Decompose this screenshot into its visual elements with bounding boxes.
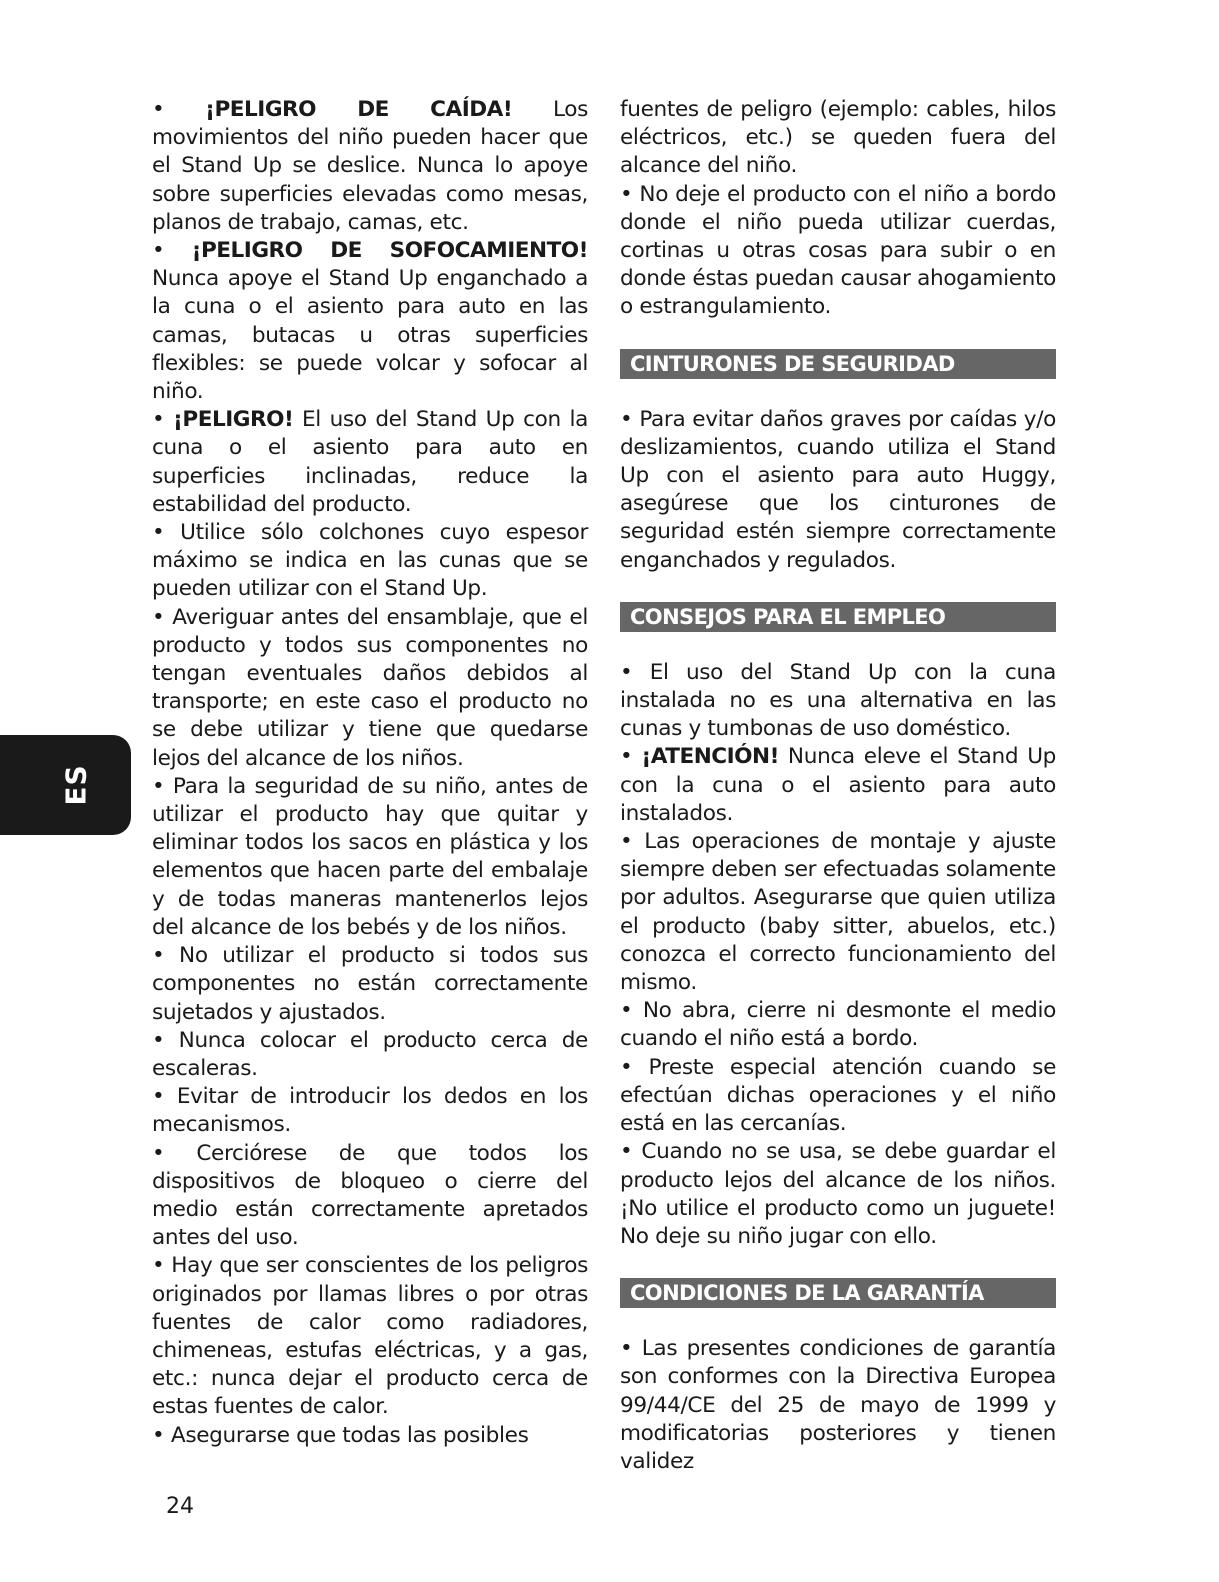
list-item: • ¡PELIGRO! El uso del Stand Up con la cuna o el asiento para auto en superficies inclinadas, reduce la estabilidad del producto. bbox=[152, 407, 588, 517]
list-item: • Preste especial atención cuando se efectúan dichas operaciones y el niño está en las cercanías. bbox=[620, 1054, 1056, 1137]
list-item: • Cerciórese de que todos los dispositivos de bloqueo o cierre del medio están correctamente apretados antes del uso. bbox=[152, 1140, 588, 1251]
list-item: • Las presentes condiciones de garantía son conformes con la Directiva Europea 99/44/CE del 25 de mayo de 1999 y modificatorias posteriores y tienen validez bbox=[620, 1336, 1056, 1474]
language-tab bbox=[0, 735, 131, 835]
list-item: • No deje el producto con el niño a bordo donde el niño pueda utilizar cuerdas, cortinas u otras cosas para subir o en donde éstas puedan causar ahogamiento o estrangulamiento. bbox=[620, 181, 1056, 320]
section-heading-warranty: CONDICIONES DE LA GARANTÍA bbox=[620, 1278, 1056, 1308]
left-column bbox=[152, 96, 588, 1450]
page-number: 24 bbox=[166, 1494, 194, 1519]
list-item: • Para la seguridad de su niño, antes de utilizar el producto hay que quitar y eliminar todos los sacos en plástica y los elementos que hacen parte del embalaje y de todas maneras mantenerlos lejos del alcance de los bebés y de los niños. bbox=[152, 773, 588, 940]
list-item-continued: fuentes de peligro (ejemplo: cables, hilos eléctricos, etc.) se queden fuera del alcance del niño. bbox=[620, 97, 1056, 179]
section-heading-usage-tips: CONSEJOS PARA EL EMPLEO bbox=[620, 602, 1056, 632]
right-column bbox=[620, 96, 1056, 1476]
list-item: • Cuando no se usa, se debe guardar el producto lejos del alcance de los niños. ¡No utilice el producto como un juguete! No deje su niño jugar con ello. bbox=[620, 1139, 1056, 1249]
list-item: • Utilice sólo colchones cuyo espesor máximo se indica en las cunas que se pueden utilizar con el Stand Up. bbox=[152, 520, 589, 602]
list-item: • ¡ATENCIÓN! Nunca eleve el Stand Up con la cuna o el asiento para auto instalados. bbox=[620, 744, 1057, 826]
list-item: • El uso del Stand Up con la cuna instalada no es una alternativa en las cunas y tumbonas de uso doméstico. bbox=[620, 659, 1056, 742]
list-item: • Asegurarse que todas las posibles bbox=[152, 1422, 529, 1448]
list-item: • ¡PELIGRO DE CAÍDA! Los movimientos del niño pueden hacer que el Stand Up se deslice. Nunca lo apoye sobre superficies elevadas como mesas, planos de trabajo, camas, etc. bbox=[152, 97, 589, 235]
list-item: • Para evitar daños graves por caídas y/o deslizamientos, cuando utiliza el Stand Up con el asiento para auto Huggy, asegúrese que los cinturones de seguridad estén siempre correctamente enganchados y regulados. bbox=[620, 406, 1056, 573]
language-tab-label: ES bbox=[59, 764, 93, 806]
list-item: • No abra, cierre ni desmonte el medio cuando el niño está a bordo. bbox=[620, 998, 1057, 1052]
list-item: • Averiguar antes del ensamblaje, que el producto y todos sus componentes no tengan eventuales daños debidos al transporte; en este caso el producto no se debe utilizar y tiene que quedarse lejos del alcance de los niños. bbox=[152, 604, 588, 771]
list-item: • Hay que ser conscientes de los peligros originados por llamas libres o por otras fuentes de calor como radiadores, chimeneas, estufas eléctricas, y a gas, etc.: nunca dejar el producto cerca de estas fuentes de calor. bbox=[152, 1253, 588, 1420]
list-item: • Nunca colocar el producto cerca de escaleras. bbox=[152, 1027, 588, 1081]
list-item: • No utilizar el producto si todos sus componentes no están correctamente sujetados y ajustados. bbox=[152, 943, 588, 1025]
list-item: • Evitar de introducir los dedos en los mecanismos. bbox=[152, 1084, 588, 1138]
section-heading-seatbelts: CINTURONES DE SEGURIDAD bbox=[620, 349, 1056, 379]
list-item: • ¡PELIGRO DE SOFOCAMIENTO! Nunca apoye el Stand Up enganchado a la cuna o el asiento para auto en las camas, butacas u otras superficies flexibles: se puede volcar y sofocar al niño. bbox=[152, 238, 588, 405]
list-item: • Las operaciones de montaje y ajuste siempre deben ser efectuadas solamente por adultos. Asegurarse que quien utiliza el producto (baby sitter, abuelos, etc.) conozca el correcto funcionamiento del mismo. bbox=[620, 829, 1056, 996]
